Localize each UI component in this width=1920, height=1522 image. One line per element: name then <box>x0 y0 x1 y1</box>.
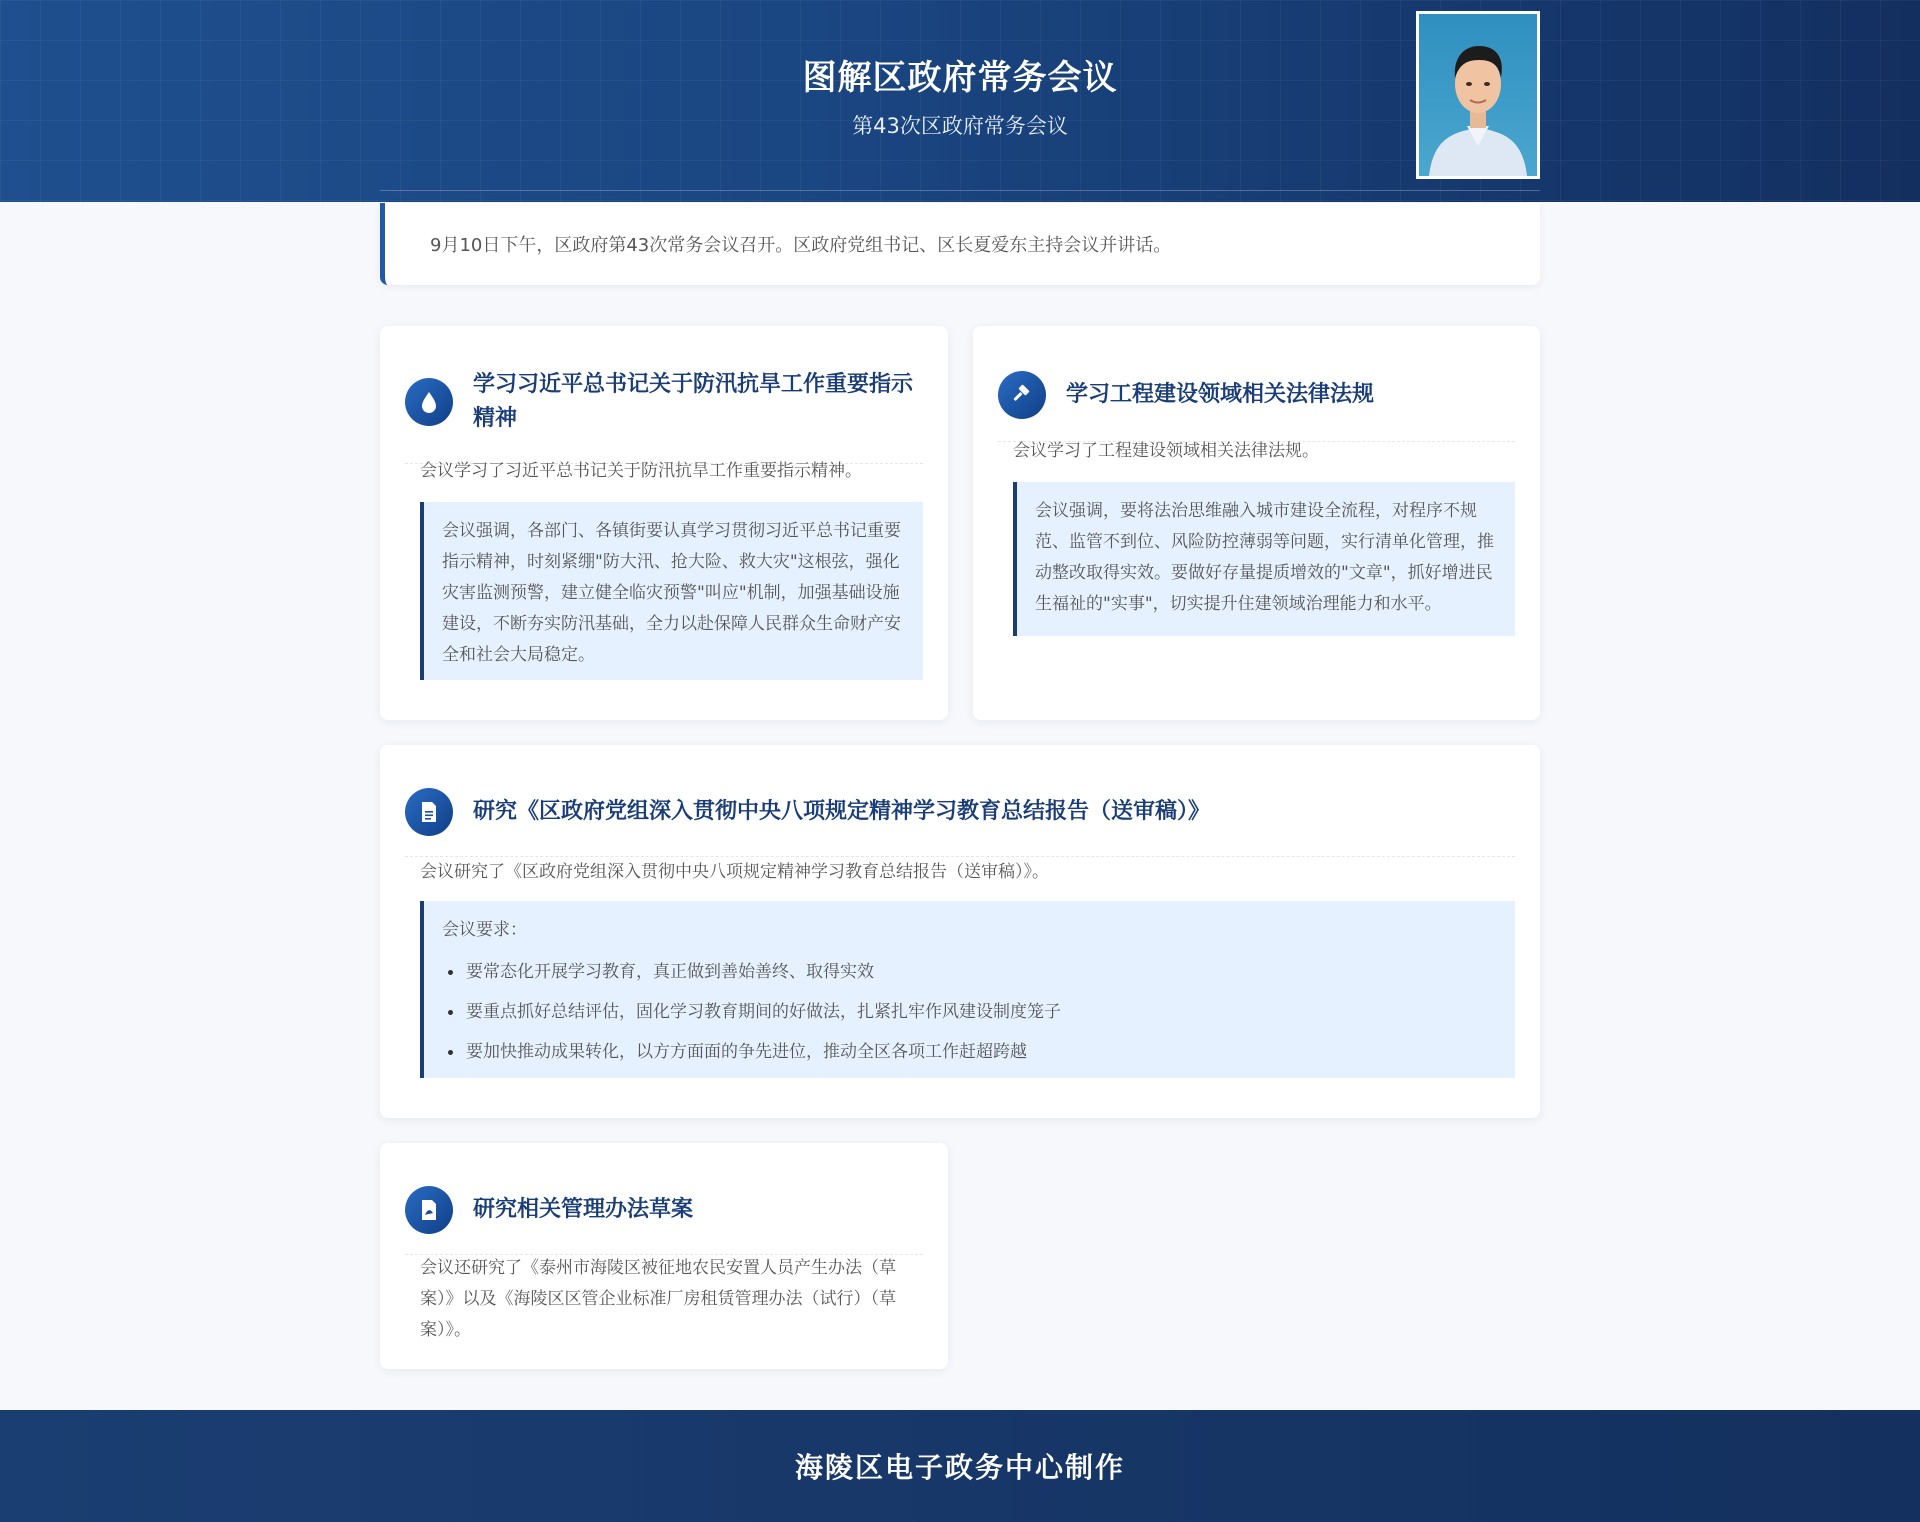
header-divider <box>380 190 1540 191</box>
leader-photo <box>1416 11 1540 179</box>
requirements-list <box>442 952 1495 1072</box>
section-construction-law <box>973 326 1540 720</box>
list-item: 要常态化开展学习教育，真正做到善始善终、取得实效 <box>442 952 1495 992</box>
section-management-drafts <box>380 1143 948 1369</box>
page-header <box>0 0 1920 202</box>
section-quote: 会议强调，要将法治思维融入城市建设全流程，对程序不规范、监管不到位、风险防控薄弱等问题，实行清单化管理，推动整改取得实效。要做好存量提质增效的"文章"，抓好增进民生福祉的"实事"，切实提升住建领域治理能力和水平。 <box>1013 482 1515 636</box>
water-drop-icon <box>405 378 453 426</box>
requirements-label: 会议要求： <box>442 920 527 940</box>
section-description: 会议研究了《区政府党组深入贯彻中央八项规定精神学习教育总结报告（送审稿）》。 <box>420 862 1049 882</box>
section-description: 会议学习了习近平总书记关于防汛抗旱工作重要指示精神。 <box>420 461 862 481</box>
list-item: 要重点抓好总结评估，固化学习教育期间的好做法，扎紧扎牢作风建设制度笼子 <box>442 992 1495 1032</box>
section-header <box>405 767 1515 857</box>
pdf-file-icon <box>405 1186 453 1234</box>
section-title: 学习工程建设领域相关法律法规 <box>1066 381 1375 407</box>
list-item: 要加快推动成果转化，以方方面面的争先进位，推动全区各项工作赶超跨越 <box>442 1032 1495 1072</box>
section-summary-report <box>380 745 1540 1118</box>
page-subtitle: 第43次区政府常务会议 <box>852 114 1068 138</box>
document-icon <box>405 788 453 836</box>
page-title: 图解区政府常务会议 <box>802 58 1118 98</box>
section-requirements <box>420 901 1515 1078</box>
meeting-intro: 9月10日下午，区政府第43次常务会议召开。区政府党组书记、区长夏爱东主持会议并讲话。 <box>380 203 1540 285</box>
section-description: 会议还研究了《泰州市海陵区被征地农民安置人员产生办法（草案）》以及《海陵区区管企业标准厂房租赁管理办法（试行）（草案）》。 <box>420 1258 896 1340</box>
section-header <box>998 348 1515 442</box>
section-header <box>405 354 923 464</box>
section-title: 研究相关管理办法草案 <box>473 1196 694 1222</box>
section-title: 学习习近平总书记关于防汛抗旱工作重要指示精神 <box>473 371 914 431</box>
gavel-icon <box>998 371 1046 419</box>
section-quote: 会议强调，各部门、各镇街要认真学习贯彻习近平总书记重要指示精神，时刻紧绷"防大汛、抢大险、救大灾"这根弦，强化灾害监测预警，建立健全临灾预警"叫应"机制，加强基础设施建设，不断夯实防汛基础，全力以赴保障人民群众生命财产安全和社会大局稳定。 <box>420 502 923 680</box>
page-footer: 海陵区电子政务中心制作 <box>0 1410 1920 1522</box>
section-header <box>405 1165 923 1255</box>
section-title: 研究《区政府党组深入贯彻中央八项规定精神学习教育总结报告（送审稿）》 <box>473 798 1211 824</box>
section-description: 会议学习了工程建设领域相关法律法规。 <box>1013 441 1319 461</box>
section-flood-control <box>380 326 948 720</box>
